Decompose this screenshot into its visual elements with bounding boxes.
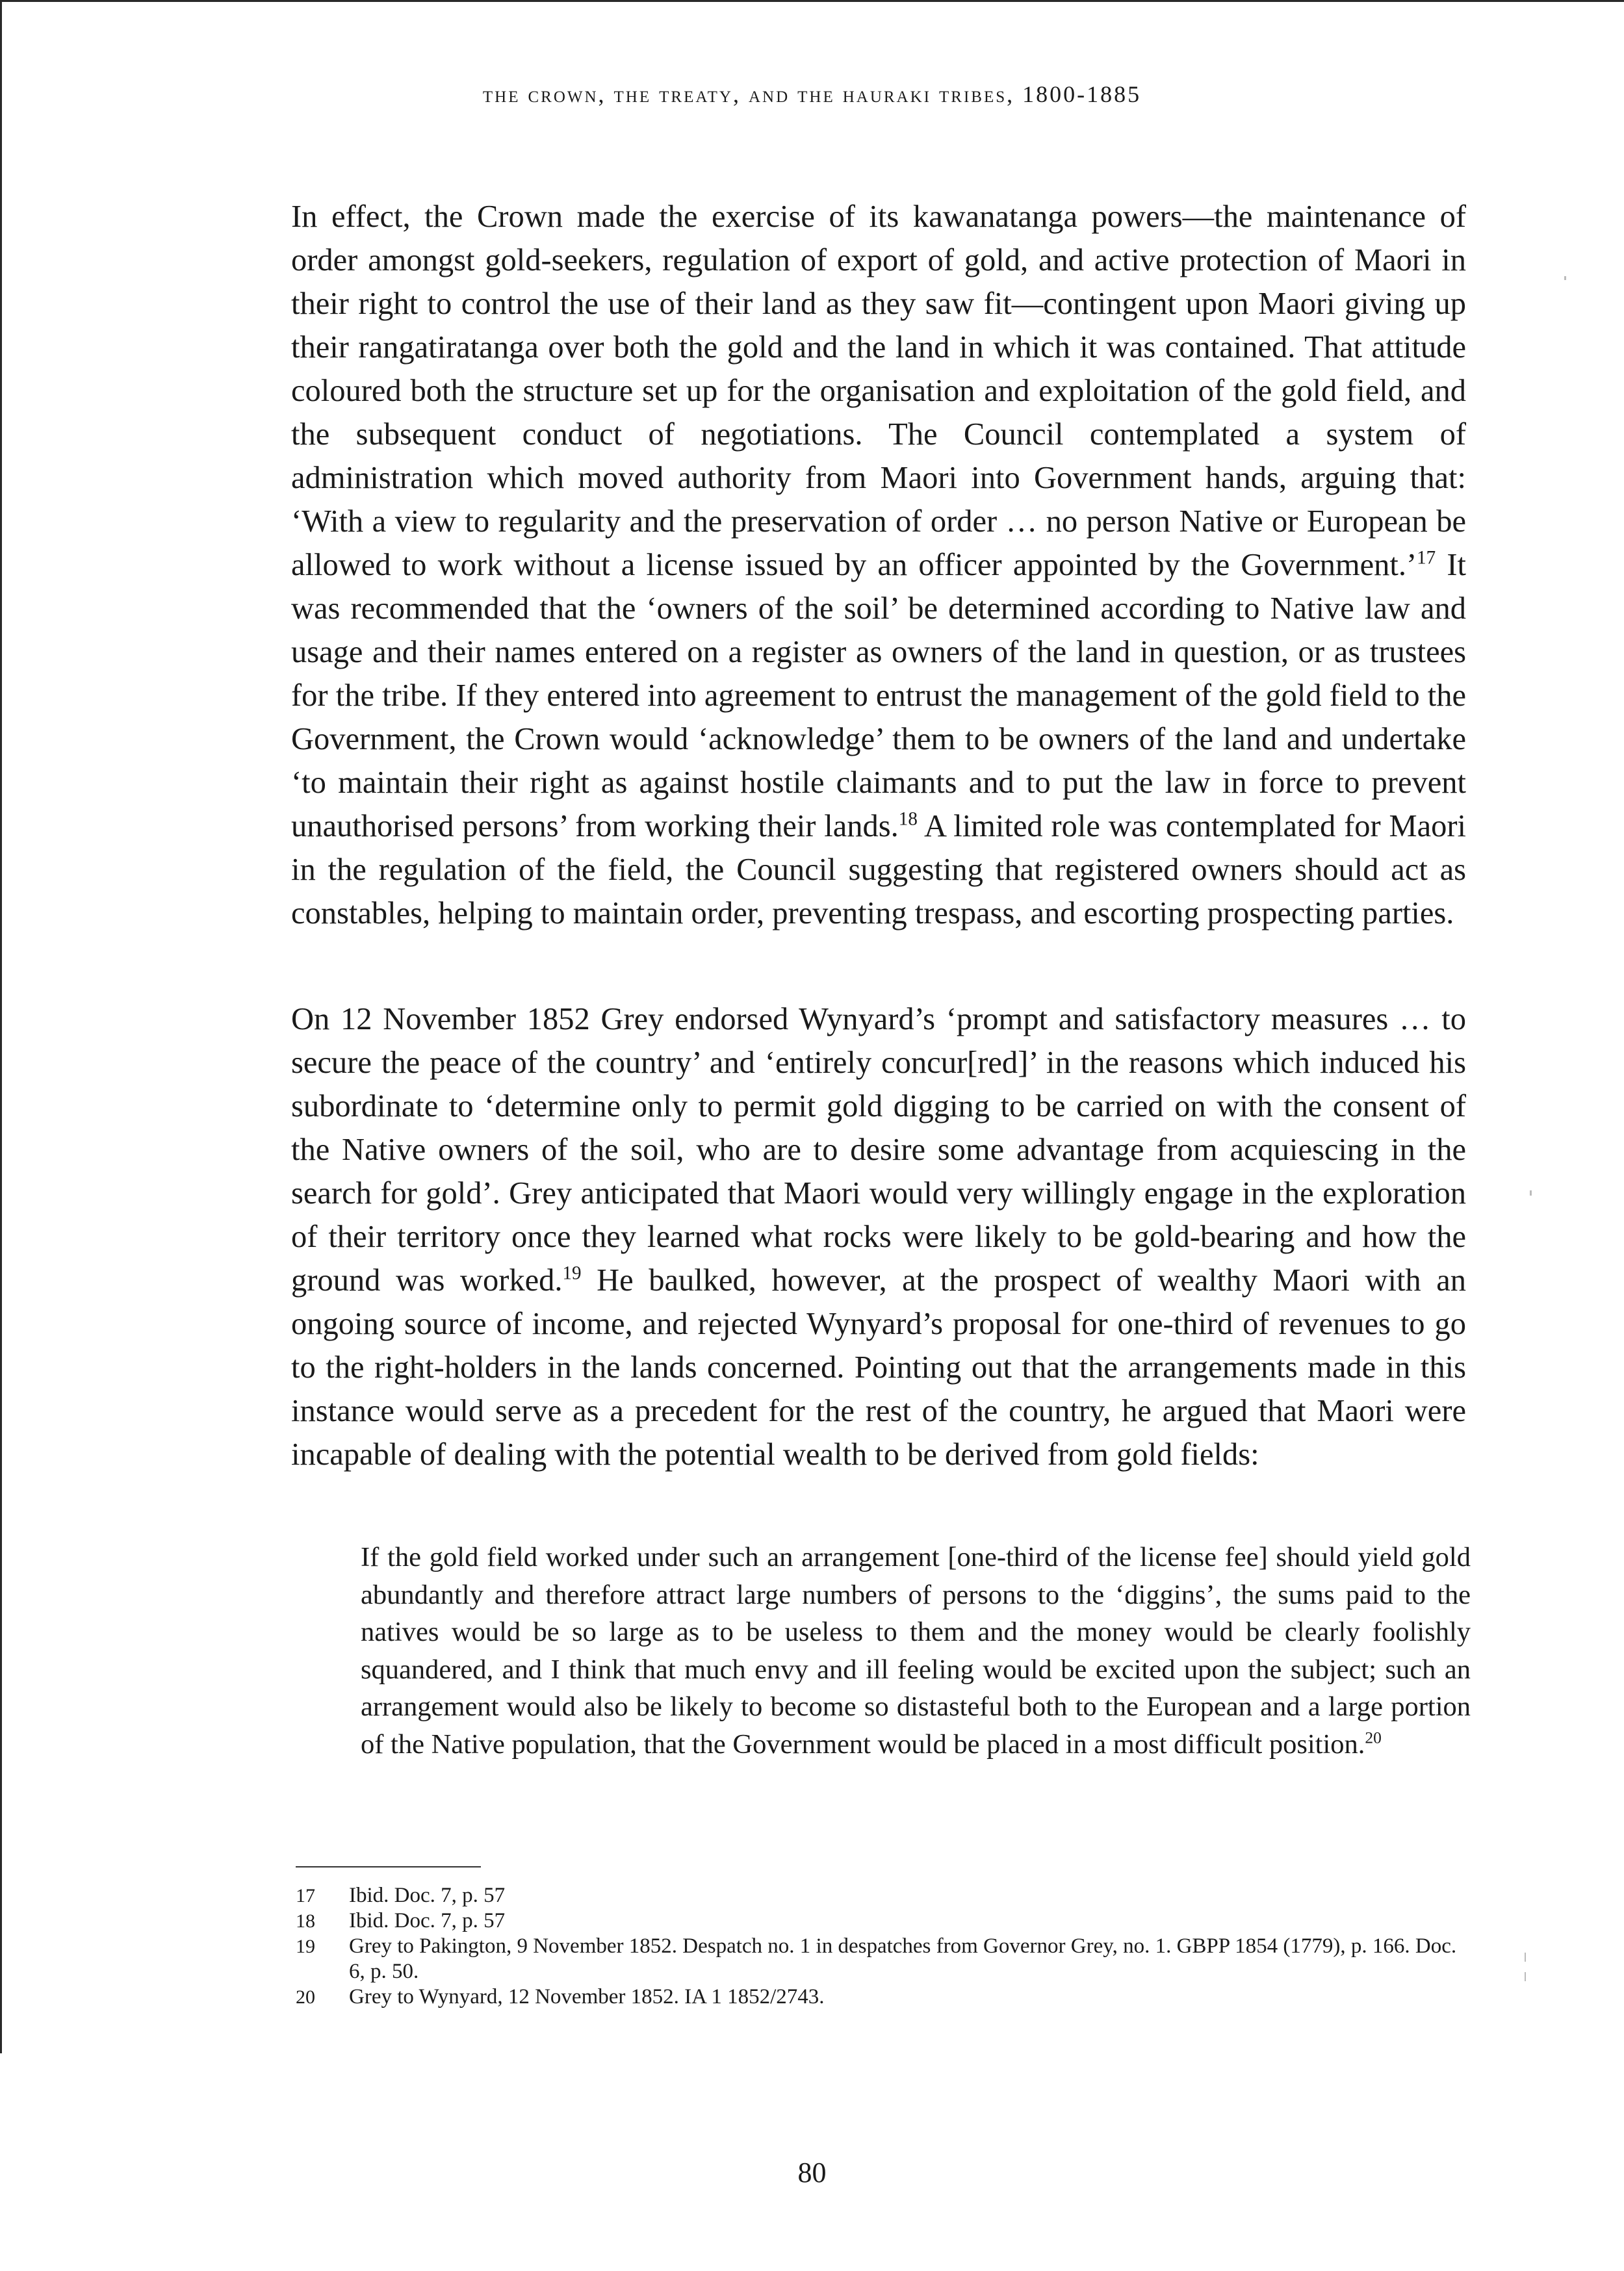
paragraph-1-text-b: It was recommended that the ‘owners of the soil’ be determined according to Native law and usage and their names entered on a register as owners of the land in question, or as trustees for the tribe. If they entered into agreement to entrust the management of the gold field to the Government, the Crown would ‘acknowledge’ them to be owners of the land and undertake ‘to maintain their right as against hostile claimants and to put the law in force to prevent unauthorised persons’ from working their lands. [291,548,1466,843]
footnote-text: Ibid. Doc. 7, p. 57 [349,1884,506,1907]
footnote-ref-17[interactable]: 17 [1417,547,1436,569]
block-quote [361,1539,1471,1763]
paragraph-2-text-a: On 12 November 1852 Grey endorsed Wynyard’s ‘prompt and satisfactory measures … to secure the peace of the country’ and ‘entirely concur[red]’ in the reasons which induced his subordinate to ‘determine only to permit gold digging to be carried on with the consent of the Native owners of the soil, who are to desire some advantage from acquiescing in the search for gold’. Grey anticipated that Maori would very willingly engage in the exploration of their territory once they learned what rocks were likely to be gold-bearing and how the ground was worked. [291,1002,1466,1298]
page-number: 80 [797,2157,827,2188]
footnote-18 [296,1908,1465,1934]
paragraph-1 [291,195,1466,935]
footnotes-list [296,1883,1465,2010]
footnote-number: 17 [296,1885,315,1906]
block-quote-text: If the gold field worked under such an arrangement [one-third of the license fee] should yield gold abundantly and therefore attract large numbers of persons to the ‘diggins’, the sums paid to the natives would be so large as to be useless to them and the money would be clearly foolishly squandered, and I think that much envy and ill feeling would be excited upon the subject; such an arrangement would also be likely to become so distasteful both to the European and a large portion of the Native population, that the Government would be placed in a most difficult position. [361,1542,1471,1760]
page-left-border [0,0,2,2053]
running-head: the crown, the treaty, and the hauraki tribes, 1800-1885 [482,81,1142,107]
footnote-ref-18[interactable]: 18 [898,808,918,830]
footnote-text: Grey to Pakington, 9 November 1852. Despatch no. 1 in despatches from Governor Grey, no. 1. GBPP 1854 (1779), p. 166. Doc. 6, p. 50. [349,1934,1457,1983]
footnote-text: Ibid. Doc. 7, p. 57 [349,1909,506,1932]
scan-speck [1525,1953,1526,1962]
footnote-number: 18 [296,1910,315,1932]
footnote-ref-20[interactable]: 20 [1365,1728,1382,1747]
scan-speck [1564,276,1566,280]
paragraph-1-text-c: A limited role was contemplated for Maori in the regulation of the field, the Council suggesting that registered owners should act as constables, helping to maintain order, preventing trespass, and escorting prospecting parties. [291,809,1466,930]
footnote-text: Grey to Wynyard, 12 November 1852. IA 1 1852/2743. [349,1985,825,2008]
footnote-17 [296,1883,1465,1908]
paragraph-2 [291,997,1466,1476]
footnote-divider [296,1866,481,1867]
footnote-number: 19 [296,1936,315,1957]
paragraph-2-text-b: He baulked, however, at the prospect of wealthy Maori with an ongoing source of income, and rejected Wynyard’s proposal for one-third of revenues to go to the right-holders in the lands concerned. Pointing out that the arrangements made in this instance would serve as a precedent for the rest of the country, he argued that Maori were incapable of dealing with the potential wealth to be derived from gold fields: [291,1263,1466,1472]
footnote-20 [296,1984,1465,2010]
footnote-ref-19[interactable]: 19 [562,1263,582,1284]
paragraph-1-text-a: In effect, the Crown made the exercise of its kawanatanga powers—the maintenance of order amongst gold-seekers, regulation of export of gold, and active protection of Maori in their right to control the use of their land as they saw fit—contingent upon Maori giving up their rangatiratanga over both the gold and the land in which it was contained. That attitude coloured both the structure set up for the organisation and exploitation of the gold field, and the subsequent conduct of negotiations. The Council contemplated a system of administration which moved authority from Maori into Government hands, arguing that: ‘With a view to regularity and the preservation of order … no person Native or European be allowed to work without a license issued by an officer appointed by the Government.’ [291,199,1466,582]
page-top-border [0,0,1624,2]
scan-speck [1525,1972,1526,1981]
footnote-19 [296,1934,1465,1984]
footnote-number: 20 [296,1986,315,2008]
scan-speck [1530,1190,1532,1196]
